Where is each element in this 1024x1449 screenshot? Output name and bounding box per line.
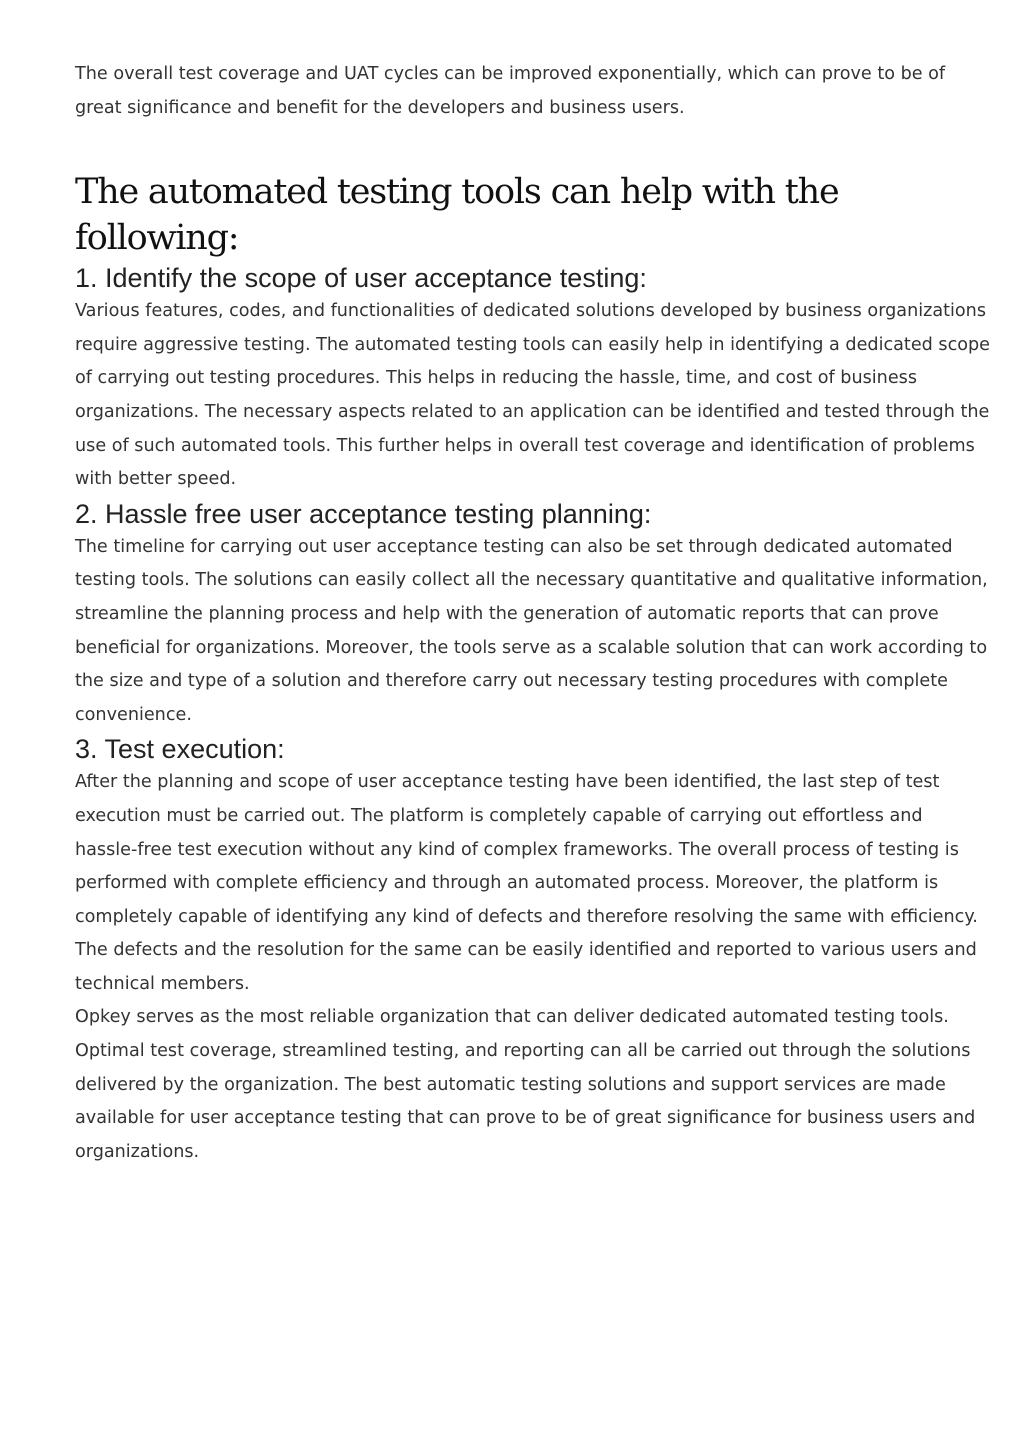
document-page [75, 58, 990, 1169]
closing-paragraph: Opkey serves as the most reliable organization that can deliver dedicated automated testing tools. Optimal test coverage, streamlined testing, and reporting can all be carried out through the solutions delivered by the organization. The best automatic testing solutions and support services are made available for user acceptance testing that can prove to be of great significance for business users and organizations. [75, 1007, 976, 1162]
section-1-paragraph: Various features, codes, and functionalities of dedicated solutions developed by business organizations require aggressive testing. The automated testing tools can easily help in identifying a dedicated scope of carrying out testing procedures. This helps in reducing the hassle, time, and cost of business organizations. The necessary aspects related to an application can be identified and tested through the use of such automated tools. This further helps in overall test coverage and identification of problems with better speed. [75, 301, 991, 490]
section-2-heading: 2. Hassle free user acceptance testing planning: [75, 498, 652, 529]
main-heading: The automated testing tools can help with the following: [75, 172, 839, 259]
intro-paragraph: The overall test coverage and UAT cycles can be improved exponentially, which can prove to be of great significance and benefit for the developers and business users. [75, 64, 946, 118]
section-1-heading: 1. Identify the scope of user acceptance testing: [75, 263, 647, 294]
section-3-heading: 3. Test execution: [75, 734, 285, 765]
section-2-paragraph: The timeline for carrying out user acceptance testing can also be set through dedicated automated testing tools. The solutions can easily collect all the necessary quantitative and qualitative information, streamline the planning process and help with the generation of automatic reports that can prove beneficial for organizations. Moreover, the tools serve as a scalable solution that can work according to the size and type of a solution and therefore carry out necessary testing procedures with complete convenience. [75, 536, 988, 725]
section-3-paragraph: After the planning and scope of user acceptance testing have been identified, the last step of test execution must be carried out. The platform is completely capable of carrying out effortless and hassle-free test execution without any kind of complex frameworks. The overall process of testing is performed with complete efficiency and through an automated process. Moreover, the platform is completely capable of identifying any kind of defects and therefore resolving the same with efficiency. The defects and the resolution for the same can be easily identified and reported to various users and technical members. [75, 772, 978, 994]
